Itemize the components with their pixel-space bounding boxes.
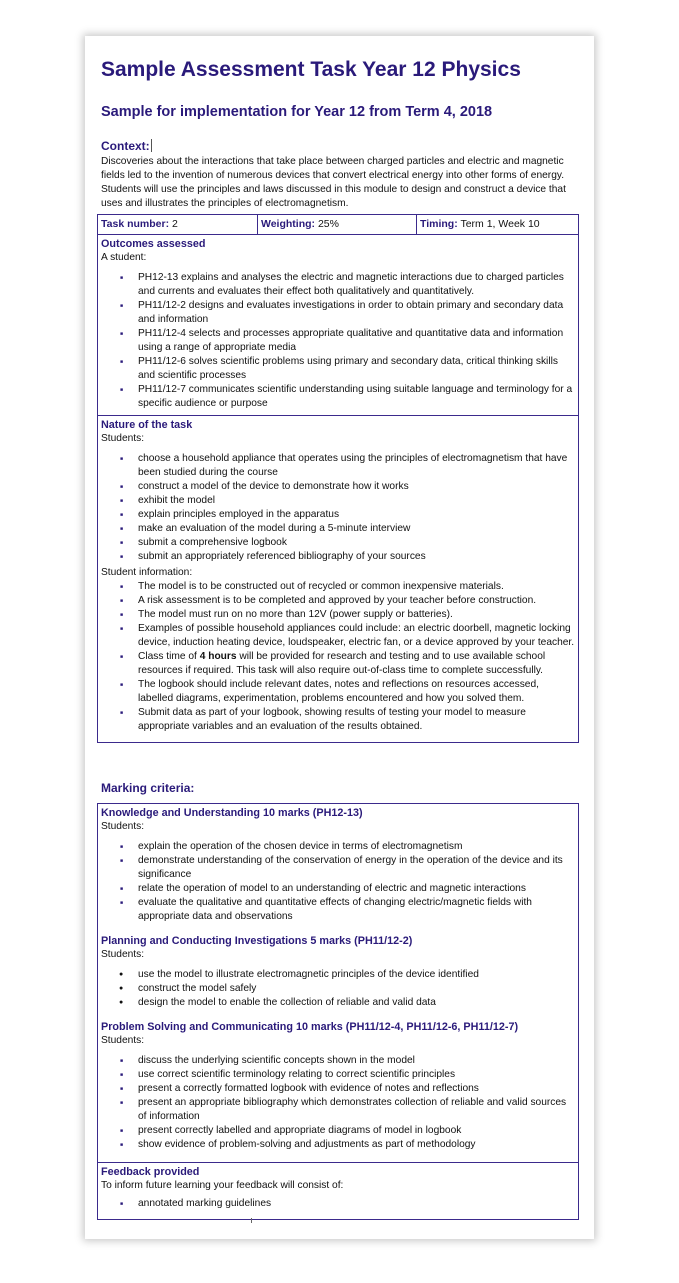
list-item: ■ PH11/12-2 designs and evaluates investigations in order to obtain primary and secondary data and information [101,299,575,327]
list-item: ■ submit an appropriately referenced bibliography of your sources [101,550,575,564]
context-heading: Context: [101,139,150,153]
feedback-heading: Feedback provided [101,1166,200,1178]
list-item: ■ PH11/12-7 communicates scientific understanding using suitable language and terminology for a specific audience or purpose [101,383,575,411]
list-item: ● construct the model safely [101,982,575,996]
list-item: ■ choose a household appliance that operates using the principles of electromagnetism that have been studied during the course [101,452,575,480]
ku-section [98,804,578,924]
list-item: ■ submit a comprehensive logbook [101,536,575,550]
psc-section [98,1010,578,1162]
list-item: ■ present an appropriate bibliography which demonstrates collection of reliable and valid sources of information [101,1096,575,1124]
outcomes-section [98,234,578,415]
list-item: ■ evaluate the qualitative and quantitative effects of changing electric/magnetic fields with appropriate data and observations [101,896,575,924]
student-info-heading: Student information: [101,567,193,578]
list-item: ■ The model is to be constructed out of recycled or common inexpensive materials. [101,580,575,594]
timing-cell: Timing: Term 1, Week 10 [420,218,540,230]
feedback-intro: To inform future learning your feedback will consist of: [101,1180,344,1191]
list-item: ■ discuss the underlying scientific concepts shown in the model [101,1054,575,1068]
list-item: ■ Class time of 4 hours will be provided for research and testing and to use available school resources if required. This task will also require out-of-class time to complete successfully. [101,650,575,678]
list-item: ■ construct a model of the device to demonstrate how it works [101,480,575,494]
list-item: ■ demonstrate understanding of the conservation of energy in the operation of the device and its significance [101,854,575,882]
pci-intro: Students: [101,949,145,960]
list-item: ■ present a correctly formatted logbook with evidence of notes and reflections [101,1082,575,1096]
list-item: ■ explain the operation of the chosen device in terms of electromagnetism [101,840,575,854]
list-item: ■ use correct scientific terminology relating to correct scientific principles [101,1068,575,1082]
feedback-list [101,1197,575,1211]
page-mark [251,1218,252,1223]
nature-section [98,415,578,742]
list-item: ■ relate the operation of model to an understanding of electric and magnetic interactions [101,882,575,896]
text-cursor [151,139,152,152]
psc-list [101,1054,575,1152]
feedback-section [98,1162,578,1215]
context-text: Discoveries about the interactions that take place between charged particles and electric and magnetic fields led to the invention of numerous devices that convert electrical energy into other forms of energy. Students will use the principles and laws discussed in this module to design and construct a device that uses and illustrates the principles of electromagnetism. [101,156,566,209]
list-item: ■ A risk assessment is to be completed and approved by your teacher before construction. [101,594,575,608]
task-info-row [98,215,578,234]
marking-criteria-box [97,803,579,1220]
list-item: ■ PH11/12-4 selects and processes appropriate qualitative and quantitative data and information using a range of appropriate media [101,327,575,355]
list-item: ■ present correctly labelled and appropriate diagrams of model in logbook [101,1124,575,1138]
pci-heading: Planning and Conducting Investigations 5 marks (PH11/12-2) [101,935,413,947]
nature-list [101,452,575,564]
list-item: ● design the model to enable the collection of reliable and valid data [101,996,575,1010]
outcomes-heading: Outcomes assessed [101,238,206,250]
pci-list [101,968,575,1010]
psc-intro: Students: [101,1035,145,1046]
list-item: ■ Submit data as part of your logbook, showing results of testing your model to measure appropriate variables and an evaluation of the results obtained. [101,706,575,734]
list-item: ■ exhibit the model [101,494,575,508]
student-info-list [101,580,575,734]
list-item: ■ PH11/12-6 solves scientific problems using primary and secondary data, critical thinking skills and scientific processes [101,355,575,383]
list-item: ■ Examples of possible household appliances could include: an electric doorbell, magnetic locking device, induction heating device, loudspeaker, electric fan, or a device approved by your teacher. [101,622,575,650]
page-subtitle: Sample for implementation for Year 12 from Term 4, 2018 [101,104,493,120]
task-table [97,214,579,743]
list-item: ■ PH12-13 explains and analyses the electric and magnetic interactions due to charged particles and currents and evaluates their effect both qualitatively and quantitatively. [101,271,575,299]
list-item: ■ make an evaluation of the model during a 5-minute interview [101,522,575,536]
list-item: ■ annotated marking guidelines [101,1197,575,1211]
list-item: ■ The logbook should include relevant dates, notes and reflections on resources accessed, labelled diagrams, experimentation, problems encountered and how you solved them. [101,678,575,706]
marking-criteria-heading: Marking criteria: [101,781,195,795]
document-page [85,36,594,1239]
list-item: ■ The model must run on no more than 12V (power supply or batteries). [101,608,575,622]
weighting-cell: Weighting: 25% [258,215,417,234]
list-item: ● use the model to illustrate electromagnetic principles of the device identified [101,968,575,982]
nature-heading: Nature of the task [101,419,193,431]
nature-intro: Students: [101,433,145,444]
pci-section [98,924,578,1010]
page-title: Sample Assessment Task Year 12 Physics [101,58,521,81]
psc-heading: Problem Solving and Communicating 10 marks (PH11/12-4, PH11/12-6, PH11/12-7) [101,1021,519,1033]
list-item: ■ show evidence of problem-solving and adjustments as part of methodology [101,1138,575,1152]
ku-list [101,840,575,924]
ku-intro: Students: [101,821,145,832]
outcomes-intro: A student: [101,252,147,263]
ku-heading: Knowledge and Understanding 10 marks (PH12-13) [101,807,363,819]
list-item: ■ explain principles employed in the apparatus [101,508,575,522]
task-number-cell: Task number: 2 [98,215,258,234]
outcomes-list [101,271,575,411]
